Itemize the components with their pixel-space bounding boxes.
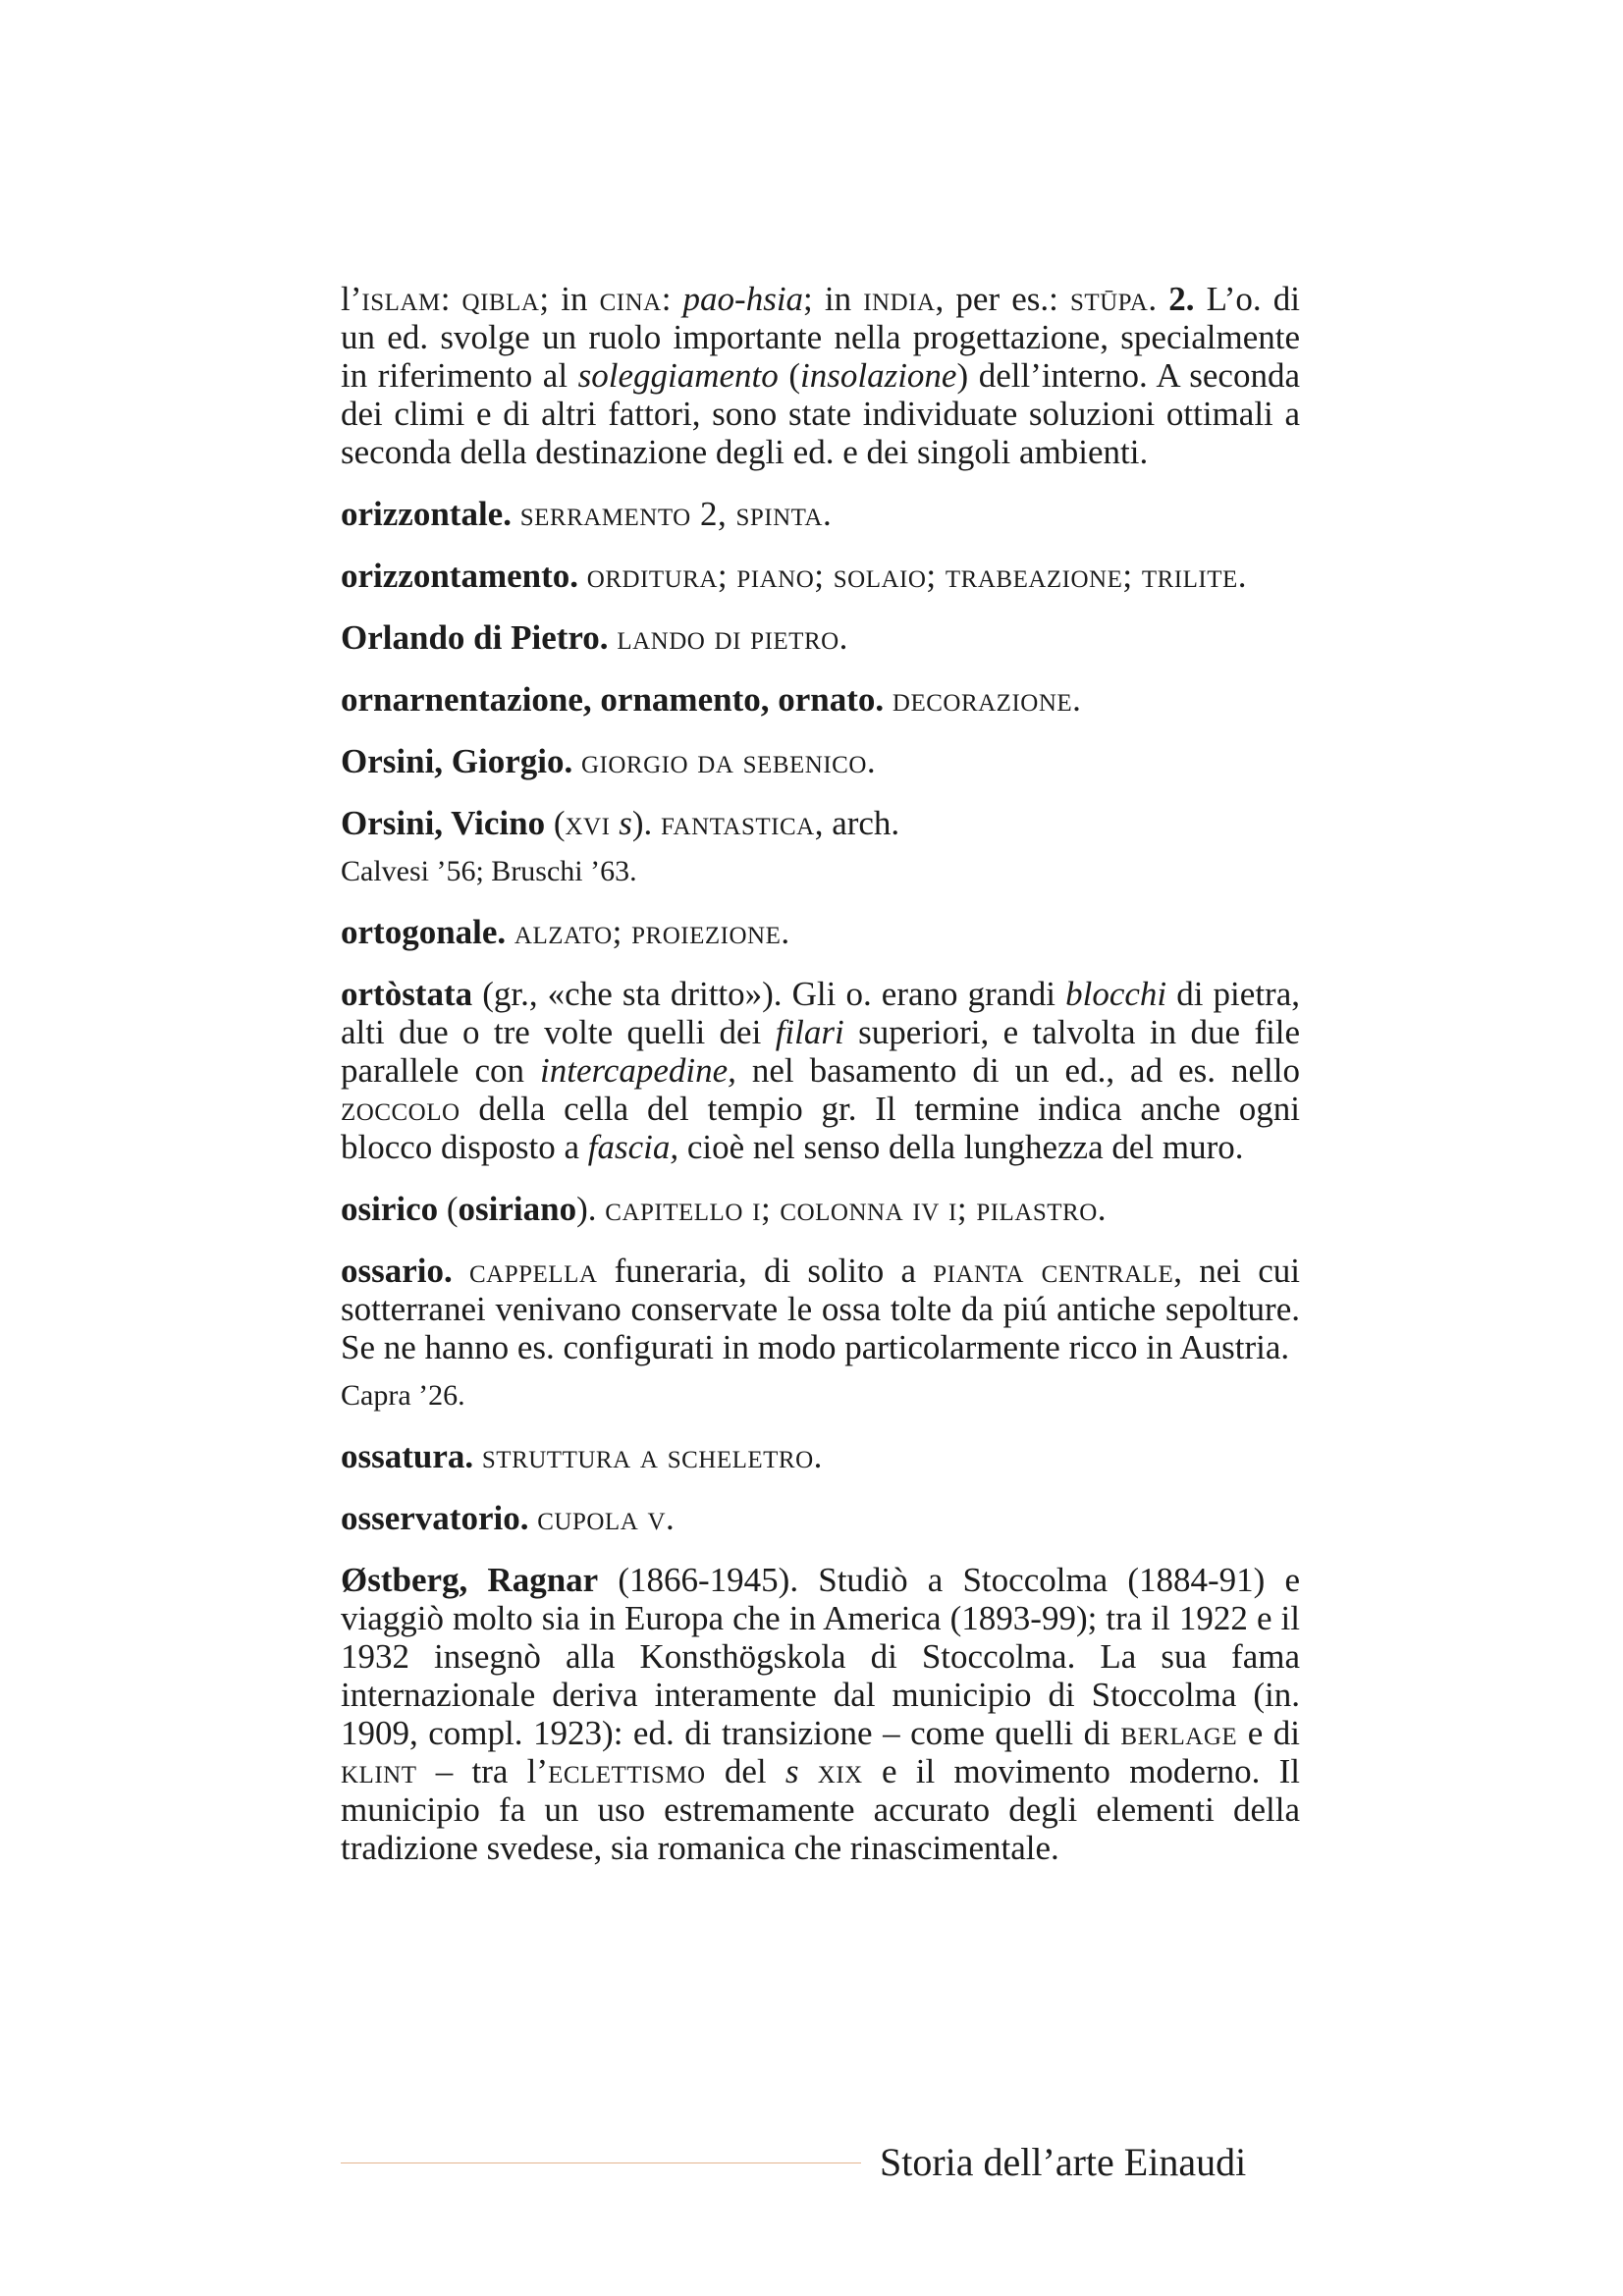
entry-osservatorio <box>341 1499 1300 1537</box>
headword: ortogonale. <box>341 913 507 951</box>
headword: Østberg, Ragnar <box>341 1561 599 1599</box>
entry-ornamentazione <box>341 680 1300 719</box>
entry-ortostata: ortòstata (gr., «che sta dritto»). Gli o. erano grandi blocchi di pietra, alti due o tre volte quelli dei filari superiori, e talvolta in due file parallele con intercapedine, nel basamento di un ed., ad es. nello zoccolo della cella del tempio gr. Il termine indica anche ogni blocco disposto a fascia, cioè nel senso della lunghezza del muro. <box>341 975 1300 1166</box>
entry-osirico: osirico (osiriano). capitello i; colonna iv i; pilastro. <box>341 1190 1108 1228</box>
cross-ref: lando di pietro. <box>617 618 848 657</box>
cross-ref: klint <box>341 1752 417 1790</box>
entry-orizzontale <box>341 495 1300 533</box>
headword: ornarnentazione, ornamento, ornato. <box>341 680 885 719</box>
entry-ortogonale <box>341 913 1300 951</box>
entry-orsini-vicino: Orsini, Vicino (xvi s). fantastica, arch. <box>341 804 900 842</box>
cross-ref: qibla <box>461 280 540 318</box>
cross-ref: berlage <box>1120 1714 1238 1752</box>
text-column <box>341 280 1300 1891</box>
cross-ref: alzato; proiezione. <box>514 913 790 951</box>
bibliography-ref: Calvesi ’56; Bruschi ’63. <box>341 855 637 887</box>
headword: osirico <box>341 1190 439 1228</box>
cross-ref: stūpa <box>1069 280 1149 318</box>
cross-ref: struttura a scheletro. <box>481 1437 823 1475</box>
headword: orizzontale. <box>341 495 512 533</box>
cross-ref: capitello i; colonna iv i; pilastro. <box>605 1190 1108 1228</box>
headword: orizzontamento. <box>341 557 579 595</box>
headword: ossario. <box>341 1252 453 1290</box>
cross-ref: eclettismo <box>548 1752 706 1790</box>
cross-ref: serramento 2, spinta. <box>519 495 833 533</box>
cross-ref: zoccolo <box>341 1090 460 1128</box>
cross-ref: cupola v. <box>537 1499 676 1537</box>
cross-ref: pianta centrale <box>933 1252 1174 1290</box>
cross-ref: cina <box>599 280 662 318</box>
bibliography-ref: Capra ’26. <box>341 1379 465 1412</box>
entry-ossario: ossario. cappella funeraria, di solito a pianta centrale, nei cui sotterranei venivano conservate le ossa tolte da piú antiche sepolture. Se ne hanno es. configurati in modo particolarmente ricco in Austria. <box>341 1252 1300 1366</box>
cross-ref: fantastica <box>660 804 815 842</box>
headword: Orlando di Pietro. <box>341 618 609 657</box>
cross-ref: orditura; piano; solaio; trabeazione; trilite. <box>586 557 1248 595</box>
entry-continuation: l’islam: qibla; in cina: pao-hsia; in india, per es.: stūpa. 2. L’o. di un ed. svolge un ruolo importante nella progettazione, specialmente in riferimento al soleggiamento (insolazione) dell’interno. A seconda dei climi e di altri fattori, sono state individuate soluzioni ottimali a seconda della destinazione degli ed. e dei singoli ambienti. <box>341 280 1301 471</box>
entry-ostberg: Østberg, Ragnar (1866-1945). Studiò a Stoccolma (1884-91) e viaggiò molto sia in Europa che in America (1893-99); tra il 1922 e il 1932 insegnò alla Konsthögskola di Stoccolma. La sua fama internazionale deriva interamente dal municipio di Stoccolma (in. 1909, compl. 1923): ed. di transizione – come quelli di berlage e di klint – tra l’eclettismo del s xix e il movimento moderno. Il municipio fa un uso estremamente accurato degli elementi della tradizione svedese, sia romanica che rinascimentale. <box>341 1561 1301 1867</box>
cross-ref: islam <box>361 280 441 318</box>
entry-orlando-di-pietro <box>341 618 1300 657</box>
headword: ortòstata <box>341 975 473 1013</box>
headword: ossatura. <box>341 1437 474 1475</box>
headword: Orsini, Vicino <box>341 804 546 842</box>
cross-ref: giorgio da sebenico. <box>581 742 877 780</box>
entry-orsini-giorgio <box>341 742 1300 780</box>
entry-ossatura <box>341 1437 1300 1475</box>
headword: osservatorio. <box>341 1499 529 1537</box>
cross-ref: india <box>863 280 936 318</box>
footer-title: Storia dell’arte Einaudi <box>880 2140 1247 2184</box>
cross-ref: decorazione. <box>892 680 1082 719</box>
entry-orizzontamento <box>341 557 1300 595</box>
cross-ref: cappella <box>469 1252 598 1290</box>
headword: Orsini, Giorgio. <box>341 742 573 780</box>
